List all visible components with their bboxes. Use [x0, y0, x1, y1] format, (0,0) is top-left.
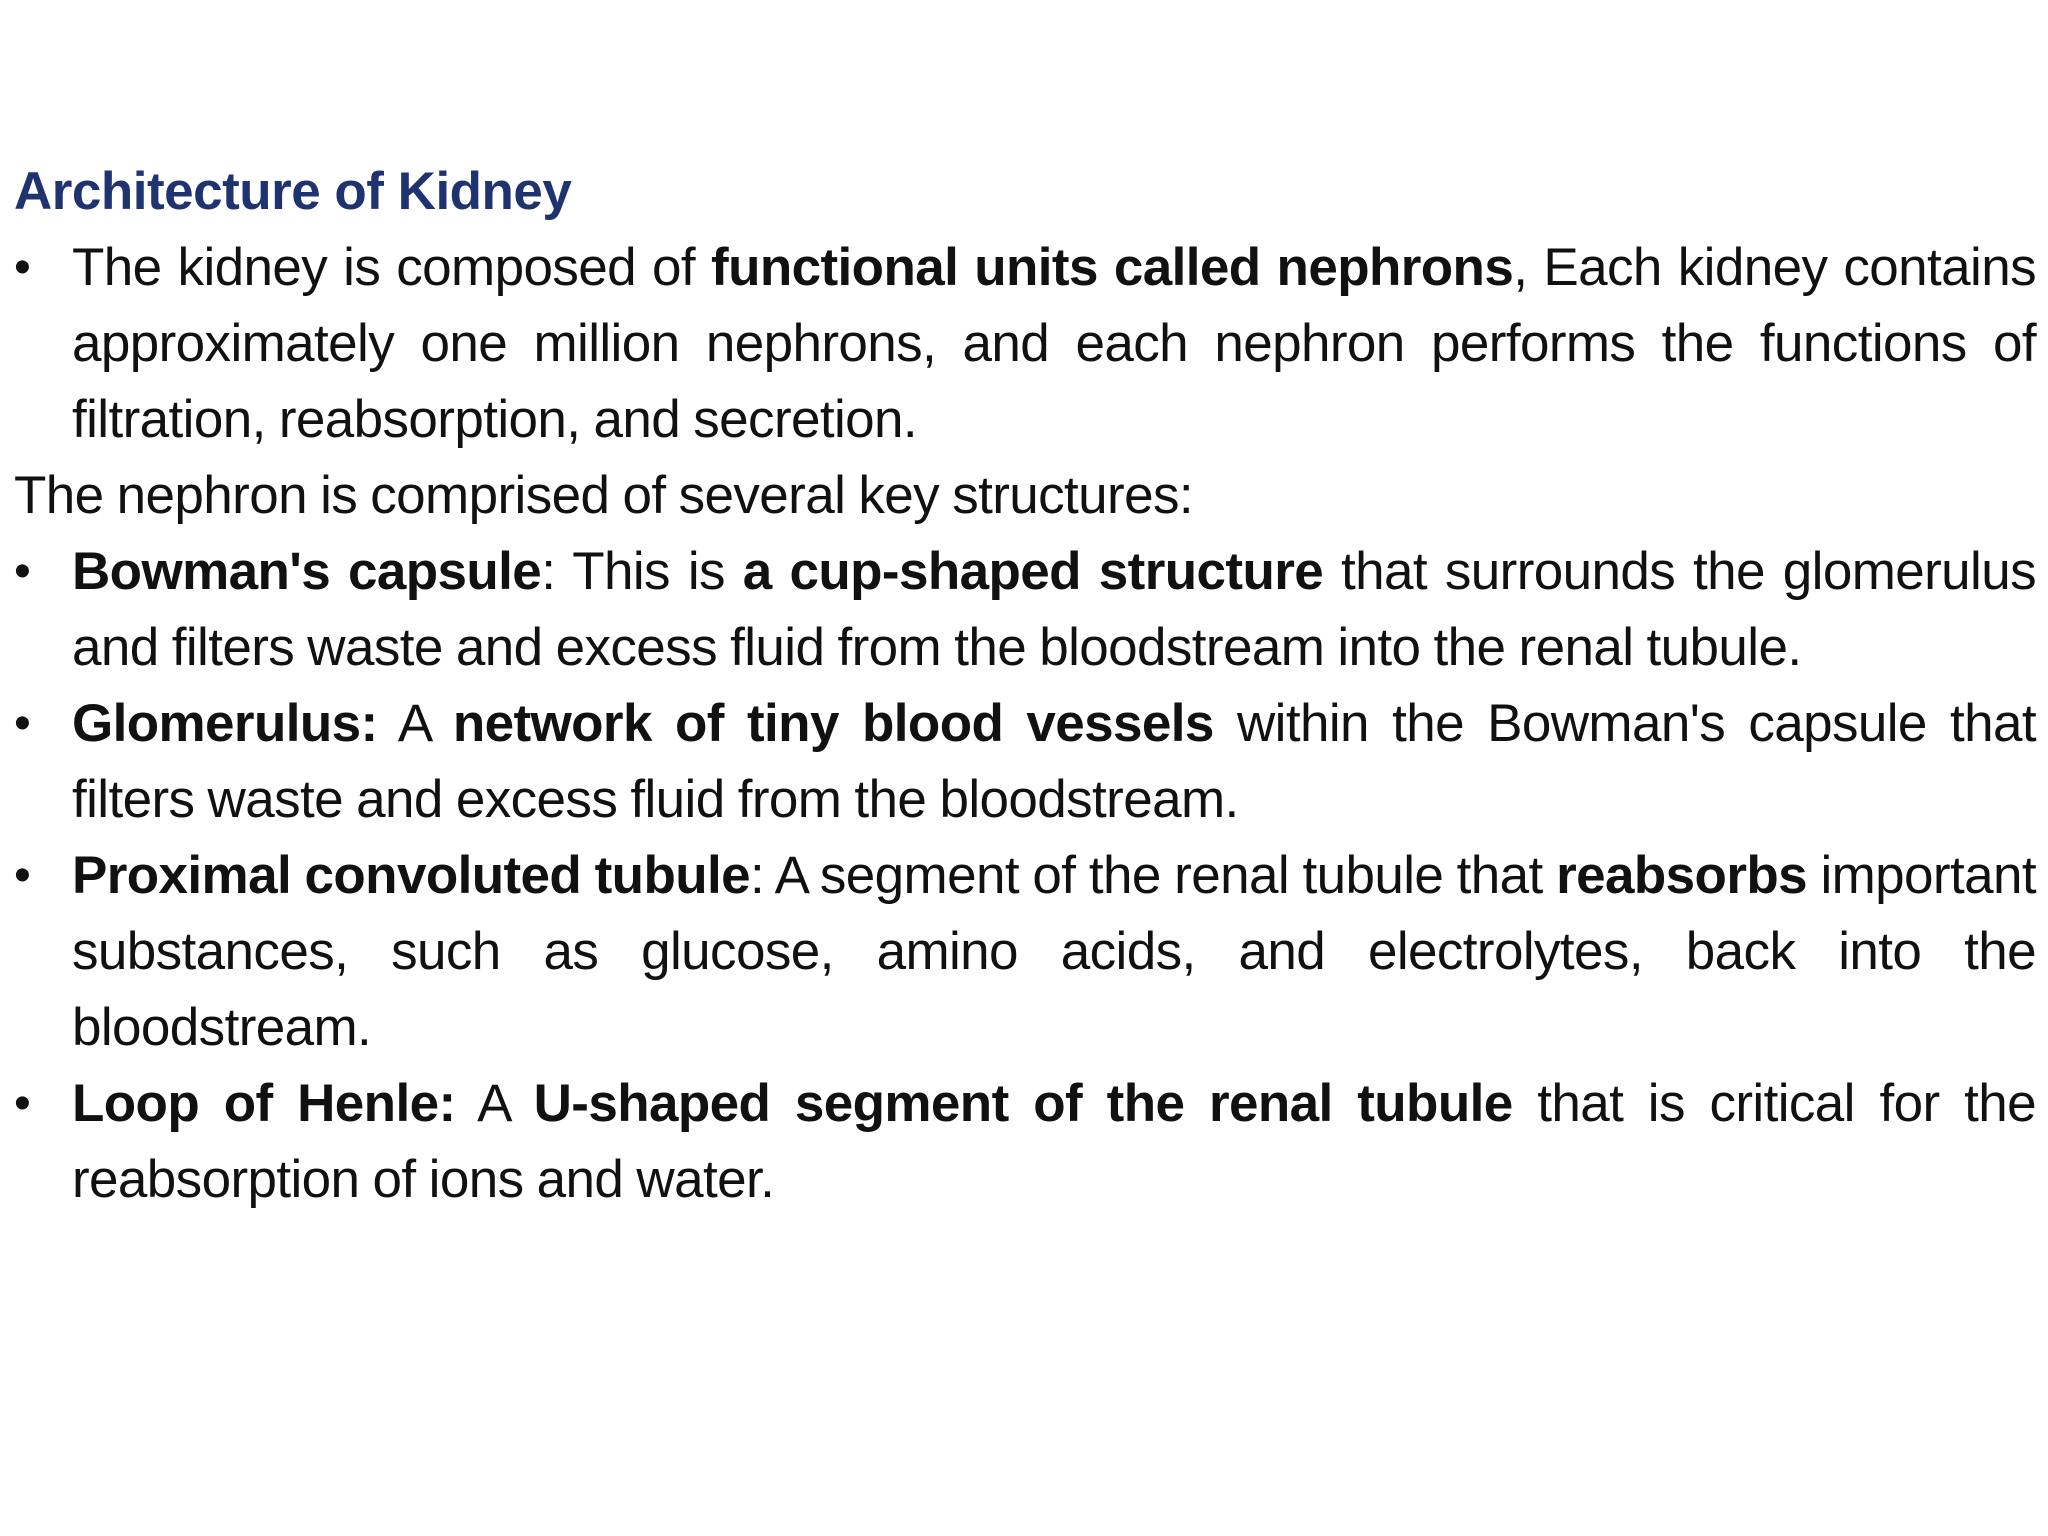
- proximal-text-rest: important substances, such as glucose, amino acids, and electrolytes, back into the bloodstream.: [72, 846, 2036, 1057]
- glomerulus-text: A: [377, 694, 453, 753]
- bullet-icon: •: [14, 545, 31, 598]
- bowman-bold: a cup-shaped structure: [742, 542, 1324, 601]
- proximal-bullet: [14, 838, 2036, 1066]
- slide-title: Architecture of Kidney: [14, 162, 572, 221]
- intro-text-rest: , Each kidney contains approximately one million nephrons, and each nephron performs the functions of filtration, reabsorption, and secretion.: [72, 238, 2036, 449]
- intro-text: The kidney is composed of: [72, 238, 712, 297]
- bullet-icon: •: [14, 697, 31, 750]
- bowman-text: : This is: [541, 542, 743, 601]
- slide-content: [14, 154, 2036, 1218]
- bowman-bullet: [14, 534, 2036, 686]
- bullet-icon: •: [14, 849, 31, 902]
- bullet-icon: •: [14, 1077, 31, 1130]
- glomerulus-bold: network of tiny blood vessels: [452, 694, 1214, 753]
- lead-line: The nephron is comprised of several key structures:: [14, 466, 1193, 525]
- bowman-text-rest: that surrounds the glomerulus and filters waste and excess fluid from the bloodstream into the renal tubule.: [72, 542, 2037, 677]
- henle-term: Loop of Henle:: [72, 1074, 456, 1133]
- glomerulus-text-rest: within the Bowman's capsule that filters waste and excess fluid from the bloodstream.: [72, 694, 2036, 829]
- henle-bold: U-shaped segment of the renal tubule: [533, 1074, 1513, 1133]
- proximal-text: : A segment of the renal tubule that: [750, 846, 1557, 905]
- glomerulus-bullet: [14, 686, 2036, 838]
- bullet-icon: •: [14, 241, 31, 294]
- proximal-term: Proximal convoluted tubule: [72, 846, 750, 905]
- henle-text-rest: that is critical for the reabsorption of ions and water.: [72, 1074, 2036, 1209]
- henle-bullet: [14, 1066, 2036, 1218]
- intro-bold: functional units called nephrons: [711, 238, 1514, 297]
- glomerulus-term: Glomerulus:: [72, 694, 378, 753]
- intro-bullet: [14, 230, 2036, 458]
- proximal-bold: reabsorbs: [1556, 846, 1808, 905]
- henle-text: A: [455, 1074, 534, 1133]
- bowman-term: Bowman's capsule: [72, 542, 542, 601]
